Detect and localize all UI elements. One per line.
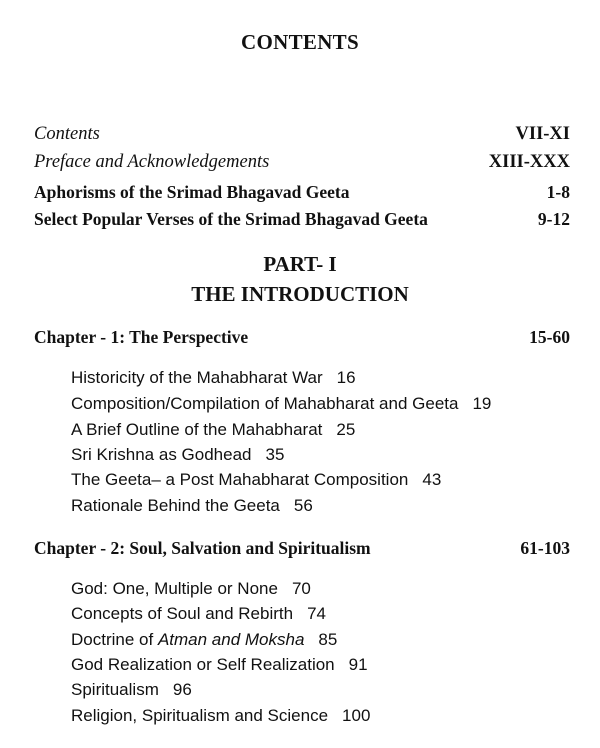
chapter-heading <box>34 327 570 348</box>
entry-title: A Brief Outline of the Mahabharat <box>71 420 323 439</box>
entry-title: God Realization or Self Realization <box>71 655 335 674</box>
entry-page: 70 <box>291 579 311 598</box>
toc-entry <box>71 655 368 675</box>
toc-entry <box>71 470 441 490</box>
front-matter-pages: 9-12 <box>537 209 570 229</box>
entry-title: Historicity of the Mahabharat War <box>71 368 323 387</box>
entry-page: 85 <box>318 630 338 649</box>
front-matter-row-verses <box>34 209 570 230</box>
toc-entry <box>71 604 326 624</box>
entry-page: 19 <box>472 394 492 413</box>
chapter-pages: 15-60 <box>529 327 570 347</box>
entry-page: 43 <box>422 470 442 489</box>
toc-entry <box>71 579 311 599</box>
entry-page: 100 <box>342 706 371 725</box>
toc-entry <box>71 630 337 650</box>
entry-title: The Geeta– a Post Mahabharat Composition <box>71 470 409 489</box>
part-name: THE INTRODUCTION <box>191 282 409 306</box>
entry-title: Concepts of Soul and Rebirth <box>71 604 294 623</box>
entry-page: 35 <box>265 445 285 464</box>
entry-page: 56 <box>293 496 313 515</box>
toc-entry <box>71 368 356 388</box>
front-matter-label: Aphorisms of the Srimad Bhagavad Geeta <box>34 182 350 202</box>
page-title: CONTENTS <box>241 30 359 54</box>
chapter-pages: 61-103 <box>520 538 570 558</box>
entry-title: Sri Krishna as Godhead <box>71 445 252 464</box>
entry-page: 25 <box>336 420 356 439</box>
entry-page: 74 <box>307 604 327 623</box>
front-matter-pages: 1-8 <box>546 182 570 202</box>
entry-title: God: One, Multiple or None <box>71 579 278 598</box>
toc-entry <box>71 706 370 726</box>
entry-title: Composition/Compilation of Mahabharat and Geeta <box>71 394 459 413</box>
toc-entry <box>71 680 192 700</box>
entry-page: 91 <box>348 655 368 674</box>
front-matter-pages: VII-XI <box>515 124 570 144</box>
front-matter-label: Preface and Acknowledgements <box>34 152 270 172</box>
chapter-heading <box>34 538 570 559</box>
entry-title-prefix: Doctrine of <box>71 630 158 649</box>
chapter-label: Chapter - 2: Soul, Salvation and Spiritualism <box>34 538 371 558</box>
entry-title-italic: Atman and Moksha <box>157 630 305 649</box>
entry-title: Religion, Spiritualism and Science <box>71 706 329 725</box>
toc-entry <box>71 420 355 440</box>
part-number: PART- I <box>263 252 337 276</box>
entry-page: 96 <box>172 680 192 699</box>
front-matter-row-aphorisms <box>34 182 570 203</box>
toc-entry <box>71 394 491 414</box>
front-matter-pages: XIII-XXX <box>488 152 570 172</box>
entry-page: 16 <box>336 368 356 387</box>
front-matter-label: Select Popular Verses of the Srimad Bhagavad Geeta <box>34 209 428 229</box>
chapter-label: Chapter - 1: The Perspective <box>34 327 249 347</box>
front-matter-row-contents <box>34 124 570 145</box>
front-matter-row-preface <box>34 152 570 173</box>
entry-title: Rationale Behind the Geeta <box>71 496 280 515</box>
toc-entry <box>71 496 313 516</box>
entry-title: Spiritualism <box>71 680 159 699</box>
front-matter-label: Contents <box>34 124 100 144</box>
toc-entry <box>71 445 284 465</box>
